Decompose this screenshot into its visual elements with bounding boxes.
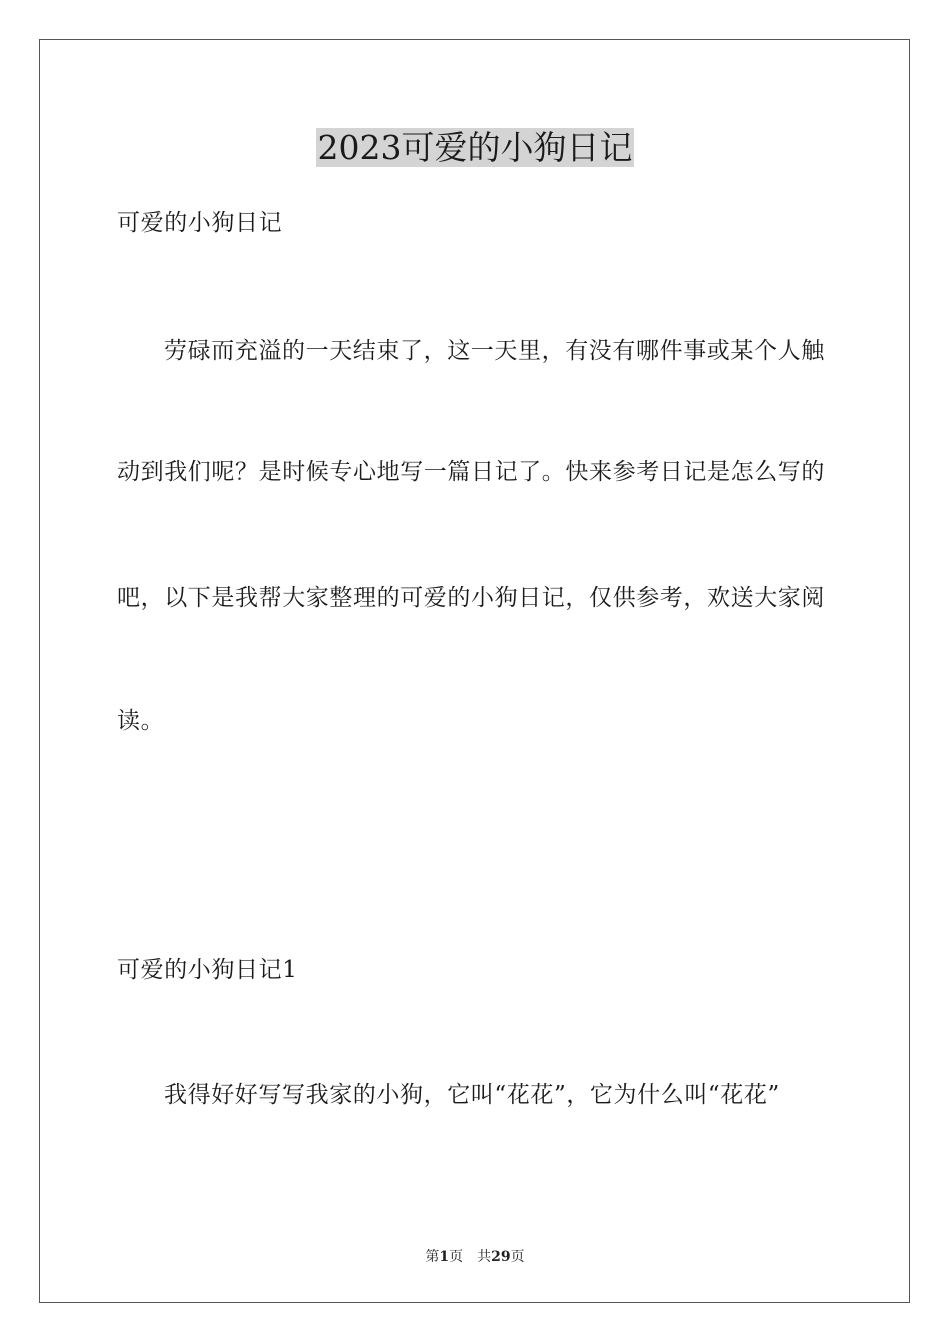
page-prefix: 第	[425, 1249, 440, 1265]
total-suffix: 页	[510, 1249, 525, 1265]
paragraph-line: 吧，以下是我帮大家整理的可爱的小狗日记，仅供参考，欢送大家阅	[117, 585, 825, 611]
total-prefix: 共	[477, 1249, 492, 1265]
paragraph-line: 动到我们呢？是时候专心地写一篇日记了。快来参考日记是怎么写的	[117, 459, 825, 485]
page-total: 29	[491, 1249, 511, 1265]
paragraph-line: 我得好好写写我家的小狗，它叫“花花”，它为什么叫“花花”	[164, 1082, 780, 1108]
paragraph-line: 读。	[117, 708, 165, 734]
document-title	[0, 126, 950, 170]
document-title-text: 2023可爱的小狗日记	[317, 128, 633, 167]
document-subtitle: 可爱的小狗日记	[117, 210, 283, 236]
page-current: 1	[439, 1249, 450, 1265]
paragraph-line: 劳碌而充溢的一天结束了，这一天里，有没有哪件事或某个人触	[164, 338, 825, 364]
page-suffix: 页	[449, 1249, 464, 1265]
section-heading: 可爱的小狗日记1	[117, 957, 298, 983]
page-footer	[0, 1248, 950, 1266]
